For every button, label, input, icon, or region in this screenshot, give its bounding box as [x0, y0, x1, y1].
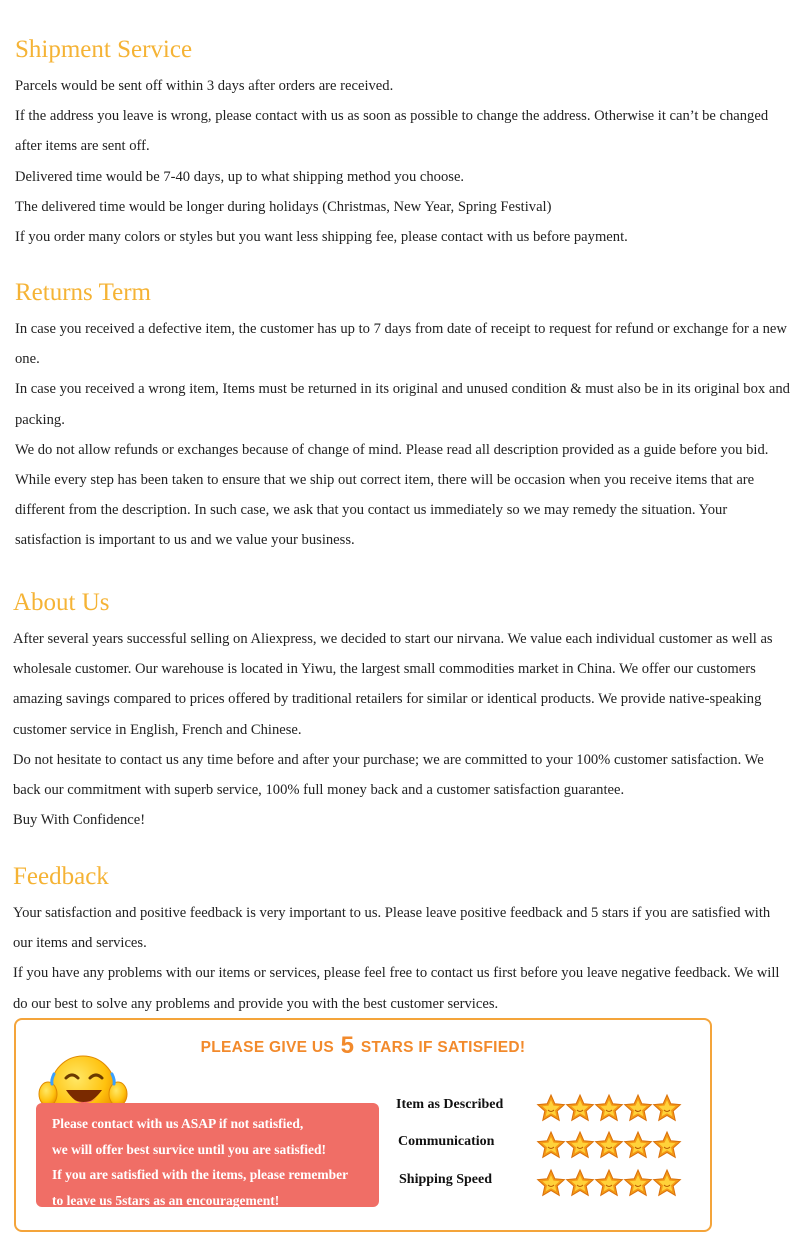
shipment-paragraph: If the address you leave is wrong, please contact with us as soon as possible to change the address. Otherwise it can’t be changed after items are sent off.: [15, 108, 769, 155]
returns-paragraph: In case you received a defective item, the customer has up to 7 days from date of receipt to request for refund or exchange for a new one.: [15, 321, 787, 368]
returns-heading: Returns Term: [15, 279, 151, 306]
rating-label: Shipping Speed: [399, 1172, 492, 1187]
rating-row-communication: [396, 1130, 696, 1160]
shipment-paragraph: If you order many colors or styles but you want less shipping fee, please contact with us before payment.: [15, 229, 628, 246]
feedback-heading: Feedback: [13, 863, 109, 890]
satisfaction-message-box: [36, 1103, 379, 1207]
five-stars-icon: [536, 1130, 686, 1160]
rating-label: Communication: [398, 1134, 495, 1149]
feedback-section: [13, 862, 788, 1019]
banner-title-post: STARS IF SATISFIED!: [360, 1039, 526, 1056]
shipment-paragraph: Delivered time would be 7-40 days, up to what shipping method you choose.: [15, 168, 465, 185]
five-stars-icon: [536, 1168, 686, 1198]
message-line: we will offer best survice until you are satisfied!: [52, 1141, 326, 1157]
message-line: If you are satisfied with the items, please remember: [52, 1167, 349, 1182]
banner-title-number: 5: [340, 1032, 355, 1059]
about-section: [13, 588, 788, 835]
message-line: Please contact with us ASAP if not satisfied,: [52, 1116, 304, 1131]
shipment-paragraph: Parcels would be sent off within 3 days after orders are received.: [15, 78, 394, 94]
about-paragraph: After several years successful selling on Aliexpress, we decided to start our nirvana. We value each individual customer as well as wholesale customer. Our warehouse is located in Yiwu, the largest small commodities market in China. We offer our customers amazing savings compared to prices offered by traditional retailers for similar or identical products. We provide native-speaking customer service in English, French and Chinese.: [13, 631, 773, 738]
returns-paragraph: In case you received a wrong item, Items must be returned in its original and unused condition & must also be in its original box and packing.: [15, 381, 790, 428]
shipment-paragraph: The delivered time would be longer during holidays (Christmas, New Year, Spring Festival): [15, 198, 552, 215]
shipment-section: [15, 35, 790, 252]
returns-section: [15, 278, 790, 556]
about-heading: About Us: [13, 589, 110, 616]
rating-label: Item as Described: [396, 1097, 504, 1112]
message-line: to leave us 5stars as an encouragement!: [52, 1192, 280, 1208]
returns-paragraph: We do not allow refunds or exchanges because of change of mind. Please read all description provided as a guide before you bid. While every step has been taken to ensure that we ship out correct item, there will be occasion when you receive items that are different from the description. In such case, we ask that you contact us immediately so we may remedy the situation. Your satisfaction is important to us and we value your business.: [15, 441, 769, 549]
feedback-paragraph: Your satisfaction and positive feedback is very important to us. Please leave positive feedback and 5 stars if you are satisfied with our items and services.: [13, 905, 771, 952]
banner-title-pre: PLEASE GIVE US: [200, 1039, 335, 1056]
rating-row-shipping-speed: [396, 1168, 696, 1198]
five-stars-banner: [14, 1018, 712, 1232]
rating-row-item-as-described: [396, 1093, 696, 1123]
five-stars-icon: [536, 1093, 686, 1123]
feedback-paragraph: If you have any problems with our items or services, please feel free to contact us first before you leave negative feedback. We will do our best to solve any problems and provide you with the best customer services.: [13, 965, 780, 1012]
shipment-heading: Shipment Service: [15, 36, 193, 63]
about-paragraph: Do not hesitate to contact us any time before and after your purchase; we are committed to your 100% customer satisfaction. We back our commitment with superb service, 100% full money back and a customer satisfaction guarantee.: [13, 751, 764, 799]
about-paragraph: Buy With Confidence!: [13, 812, 146, 829]
